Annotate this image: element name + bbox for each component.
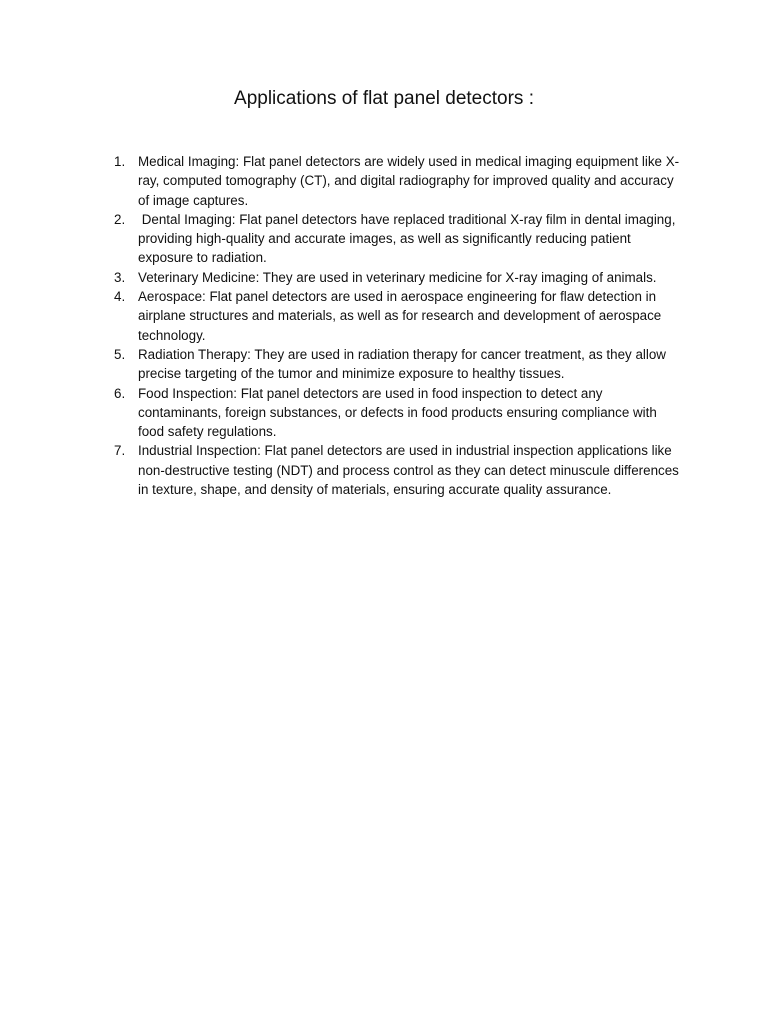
list-item-text: Medical Imaging: Flat panel detectors are widely used in medical imaging equipment like X-ray, computed tomography (CT), and digital radiography for improved quality and accuracy of image captures. (138, 154, 680, 208)
list-item (104, 152, 684, 210)
list-item-number: 7. (114, 443, 126, 459)
applications-list (104, 152, 684, 499)
list-item-number: 5. (114, 346, 126, 362)
list-item-number: 3. (114, 269, 126, 285)
list-item-text: Industrial Inspection: Flat panel detectors are used in industrial inspection applications like non-destructive testing (NDT) and process control as they can detect minuscule differences in texture, shape, and density of materials, ensuring accurate quality assurance. (138, 443, 679, 498)
list-item-number: 1. (114, 154, 126, 169)
list-item-text: Veterinary Medicine: They are used in veterinary medicine for X-ray imaging of animals. (138, 269, 657, 285)
list-item (104, 384, 684, 442)
list-item-number: 2. (114, 211, 126, 227)
list-item (104, 268, 684, 287)
list-item (104, 287, 684, 345)
document-title: Applications of flat panel detectors : (234, 88, 534, 109)
list-item-number: 4. (114, 289, 126, 305)
list-item-text: Food Inspection: Flat panel detectors are used in food inspection to detect any contaminants, foreign substances, or defects in food products ensuring compliance with food safety regulations. (138, 385, 657, 440)
list-item (104, 210, 684, 268)
list-item (104, 345, 684, 384)
list-item-text: Aerospace: Flat panel detectors are used in aerospace engineering for flaw detection in airplane structures and materials, as well as for research and development of aerospace technology. (138, 289, 662, 343)
list-item-number: 6. (114, 385, 126, 401)
list-item-text: Dental Imaging: Flat panel detectors have replaced traditional X-ray film in dental imaging, providing high-quality and accurate images, as well as significantly reducing patient exposure to radiation. (138, 211, 680, 266)
list-item-text: Radiation Therapy: They are used in radiation therapy for cancer treatment, as they allow precise targeting of the tumor and minimize exposure to healthy tissues. (138, 346, 666, 382)
list-item (104, 441, 684, 499)
